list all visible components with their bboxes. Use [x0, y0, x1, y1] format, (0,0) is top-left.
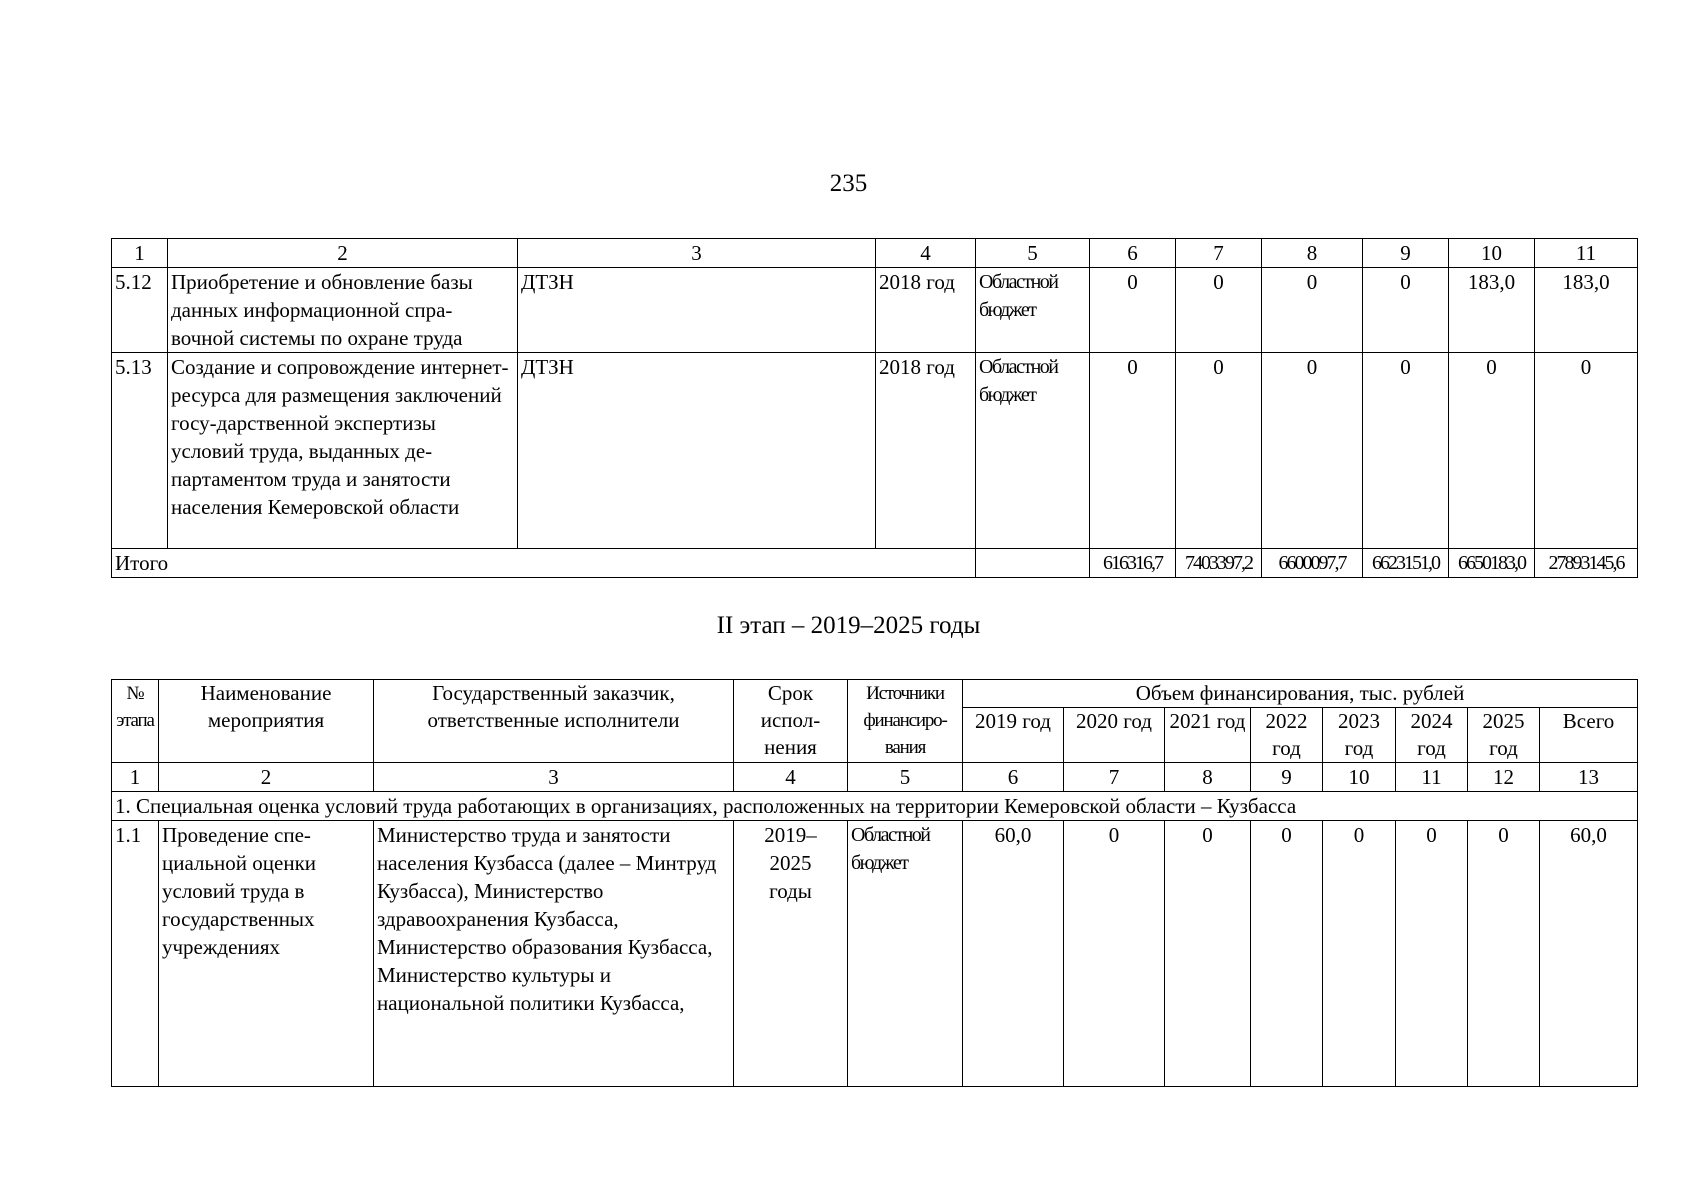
col-number: 4 [734, 763, 848, 792]
col-number: 1 [112, 763, 159, 792]
table-row [112, 821, 1638, 1087]
col-number: 4 [876, 239, 976, 268]
value-cell: 0 [1262, 353, 1363, 549]
total-value: 6650183,0 [1449, 549, 1535, 578]
funding-source: Областной бюджет [848, 821, 963, 1087]
table-row [112, 353, 1638, 549]
header-year: 2019 год [963, 708, 1064, 763]
total-value: 27893145,6 [1535, 549, 1638, 578]
table-row [112, 268, 1638, 353]
value-cell: 0 [1262, 268, 1363, 353]
value-cell: 183,0 [1449, 268, 1535, 353]
value-cell: 0 [1176, 353, 1262, 549]
measure-name: Проведение спе-циальной оценки условий труда в государственных учреждениях [159, 821, 374, 1087]
value-cell: 0 [1468, 821, 1540, 1087]
header-funding: Объем финансирования, тыс. рублей [963, 680, 1638, 708]
funding-source: Областной бюджет [976, 268, 1090, 353]
value-cell: 0 [1090, 268, 1176, 353]
col-number: 1 [112, 239, 168, 268]
value-cell: 0 [1323, 821, 1396, 1087]
col-number: 10 [1449, 239, 1535, 268]
col-number: 7 [1064, 763, 1165, 792]
value-cell: 0 [1363, 268, 1449, 353]
section-row [112, 792, 1638, 821]
section-title: II этап – 2019–2025 годы [716, 612, 981, 639]
row-number: 1.1 [112, 821, 159, 1087]
col-number: 3 [374, 763, 734, 792]
total-value: 616316,7 [1090, 549, 1176, 578]
value-cell: 0 [1064, 821, 1165, 1087]
header-total: Всего [1540, 708, 1638, 763]
col-number: 6 [963, 763, 1064, 792]
column-numbers-row [112, 763, 1638, 792]
col-number: 8 [1165, 763, 1251, 792]
col-number: 2 [168, 239, 518, 268]
col-number: 6 [1090, 239, 1176, 268]
col-number: 10 [1323, 763, 1396, 792]
total-value: 7403397,2 [1176, 549, 1262, 578]
total-value: 6623151,0 [1363, 549, 1449, 578]
col-number: 13 [1540, 763, 1638, 792]
row-number: 5.12 [112, 268, 168, 353]
col-number: 3 [518, 239, 876, 268]
customer: ДТЗН [518, 353, 876, 549]
stage-1-table [111, 238, 1638, 578]
stage-2-table [111, 679, 1638, 1087]
col-number: 5 [976, 239, 1090, 268]
section-heading: 1. Специальная оценка условий труда работающих в организациях, расположенных на территории Кемеровской области – Кузбасса [112, 792, 1638, 821]
row-number: 5.13 [112, 353, 168, 549]
header-num: № этапа [112, 680, 159, 763]
value-cell: 0 [1396, 821, 1468, 1087]
total-source-empty [976, 549, 1090, 578]
value-cell: 60,0 [1540, 821, 1638, 1087]
customer: ДТЗН [518, 268, 876, 353]
col-number: 5 [848, 763, 963, 792]
header-customer: Государственный заказчик, ответственные исполнители [374, 680, 734, 763]
total-row [112, 549, 1638, 578]
value-cell: 183,0 [1535, 268, 1638, 353]
header-row [112, 680, 1638, 708]
customer: Министерство труда и занятости населения Кузбасса (далее – Минтруд Кузбасса), Министерство здравоохранения Кузбасса, Министерство образования Кузбасса, Министерство культуры и национальной политики Кузбасса, [374, 821, 734, 1087]
col-number: 11 [1396, 763, 1468, 792]
col-number: 11 [1535, 239, 1638, 268]
col-number: 9 [1363, 239, 1449, 268]
value-cell: 60,0 [963, 821, 1064, 1087]
col-number: 9 [1251, 763, 1323, 792]
term: 2018 год [876, 353, 976, 549]
header-year: 2024 год [1396, 708, 1468, 763]
total-value: 6600097,7 [1262, 549, 1363, 578]
col-number: 2 [159, 763, 374, 792]
header-term: Срок испол-нения [734, 680, 848, 763]
measure-name: Приобретение и обновление базы данных информационной спра-вочной системы по охране труда [168, 268, 518, 353]
header-year: 2021 год [1165, 708, 1251, 763]
term: 2018 год [876, 268, 976, 353]
header-source: Источники финансиро-вания [848, 680, 963, 763]
value-cell: 0 [1449, 353, 1535, 549]
funding-source: Областной бюджет [976, 353, 1090, 549]
value-cell: 0 [1090, 353, 1176, 549]
header-year: 2022 год [1251, 708, 1323, 763]
value-cell: 0 [1535, 353, 1638, 549]
total-label: Итого [112, 549, 976, 578]
term: 2019–2025 годы [734, 821, 848, 1087]
value-cell: 0 [1251, 821, 1323, 1087]
header-name: Наименование мероприятия [159, 680, 374, 763]
header-year: 2025 год [1468, 708, 1540, 763]
header-year: 2023 год [1323, 708, 1396, 763]
col-number: 7 [1176, 239, 1262, 268]
value-cell: 0 [1176, 268, 1262, 353]
value-cell: 0 [1165, 821, 1251, 1087]
header-year: 2020 год [1064, 708, 1165, 763]
col-number: 12 [1468, 763, 1540, 792]
value-cell: 0 [1363, 353, 1449, 549]
measure-name: Создание и сопровождение интернет-ресурса для размещения заключений госу-дарственной экспертизы условий труда, выданных де-партаментом труда и занятости населения Кемеровской области [168, 353, 518, 549]
col-number: 8 [1262, 239, 1363, 268]
column-numbers-row [112, 239, 1638, 268]
page-number: 235 [829, 170, 868, 197]
